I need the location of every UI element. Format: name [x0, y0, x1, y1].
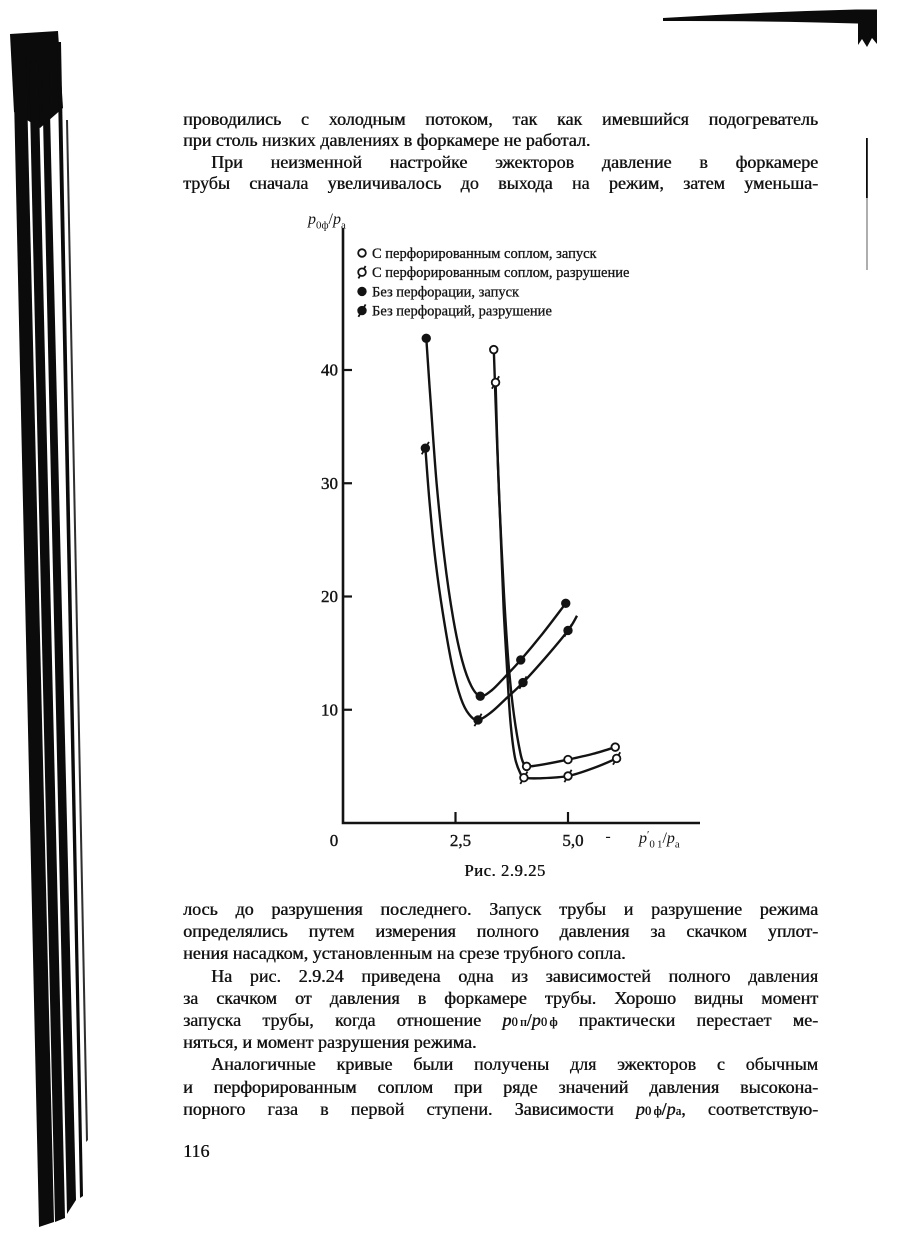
- series-2: [492, 376, 621, 784]
- series-marker-open-slash: [613, 752, 621, 764]
- binding-shadow-artifact: [0, 0, 110, 1236]
- series-marker-filled-circle: [562, 599, 570, 607]
- x-axis-ticks: [330, 812, 611, 850]
- text-line: При неизменной настройке эжекторов давление в форкамере: [211, 151, 818, 172]
- x-axis-label: $p'_{0 1}/p_a$: [639, 829, 680, 851]
- page-edge-line: [866, 138, 868, 198]
- series-marker-filled-circle: [517, 656, 525, 664]
- series-marker-open-slash: [358, 266, 366, 278]
- series-marker-filled-slash: [519, 676, 527, 688]
- svg-text:2,5: 2,5: [449, 831, 472, 850]
- svg-text:30: 30: [321, 473, 338, 493]
- legend-item: [358, 284, 520, 300]
- svg-text:10: 10: [321, 700, 338, 720]
- series-marker-open-circle: [490, 346, 498, 354]
- y-axis-ticks: [321, 361, 352, 720]
- series-marker-filled-slash: [564, 624, 572, 636]
- series-marker-filled-circle: [358, 288, 366, 296]
- svg-text:С перфорированным соплом, запу: С перфорированным соплом, запуск: [372, 246, 597, 262]
- text-line: запуска трубы, когда отношение $p_{0 п}/p_{0 ф}$ практически перестает ме-: [183, 1010, 818, 1031]
- series-marker-open-circle: [358, 249, 366, 257]
- series-marker-open-circle: [564, 756, 572, 764]
- text-line: Аналогичные кривые были получены для эжекторов с обычным: [211, 1054, 818, 1075]
- paragraph-block-top: [183, 109, 818, 194]
- text-line: за скачком от давления в форкамере трубы. Хорошо видны момент: [183, 987, 818, 1008]
- svg-text:Без перфораций, разрушение: Без перфораций, разрушение: [372, 303, 552, 320]
- text-line: определялись путем измерения полного давления за скачком уплот-: [183, 921, 818, 942]
- text-line: нения насадком, установленным на срезе трубного сопла.: [183, 943, 626, 964]
- text-line: проводились с холодным потоком, так как имевшийся подогреватель: [183, 109, 818, 129]
- series-marker-open-slash: [564, 770, 572, 782]
- text-line: На рис. 2.9.24 приведена одна из зависимостей полного давления: [211, 965, 818, 986]
- axis-stray-dash: -: [605, 828, 611, 845]
- text-line: при столь низких давлениях в форкамере не работал.: [183, 130, 591, 151]
- legend-item: [358, 304, 552, 320]
- text-line: лось до разрушения последнего. Запуск трубы и разрушение режима: [183, 899, 818, 919]
- text-line: порного газа в первой ступени. Зависимости $p_{0 ф}/p_a$, соответствую-: [183, 1098, 818, 1119]
- series-marker-filled-slash: [358, 304, 366, 316]
- paragraph-block-bottom: [183, 898, 818, 1120]
- y-axis-label: $p_{0ф}/p_a$: [308, 211, 346, 232]
- series-marker-filled-slash: [422, 442, 430, 454]
- svg-text:0: 0: [329, 831, 339, 850]
- page-number: 116: [183, 1141, 210, 1161]
- svg-text:С перфорированным соплом, разр: С перфорированным соплом, разрушение: [372, 265, 630, 282]
- series-marker-filled-circle: [422, 334, 430, 342]
- series-marker-filled-circle: [476, 692, 484, 700]
- legend-item: [358, 246, 597, 262]
- series-marker-open-slash: [492, 376, 500, 388]
- series-marker-open-circle: [611, 743, 619, 751]
- svg-text:Без перфорации, запуск: Без перфорации, запуск: [372, 284, 520, 301]
- legend-item: [358, 265, 629, 281]
- svg-text:20: 20: [321, 587, 338, 606]
- chart-legend: [358, 246, 629, 320]
- figure-caption: Рис. 2.9.25: [464, 861, 546, 880]
- figure-chart: [280, 200, 720, 890]
- series-marker-open-circle: [523, 763, 531, 771]
- text-line: трубы сначала увеличивалось до выхода на режим, затем уменьша-: [183, 172, 818, 193]
- text-line: и перфорированным соплом при ряде значений давления высокона-: [183, 1076, 818, 1097]
- svg-text:40: 40: [321, 360, 338, 380]
- svg-text:5,0: 5,0: [562, 831, 584, 850]
- series-marker-filled-slash: [474, 714, 482, 726]
- text-line: няться, и момент разрушения режима.: [183, 1032, 477, 1053]
